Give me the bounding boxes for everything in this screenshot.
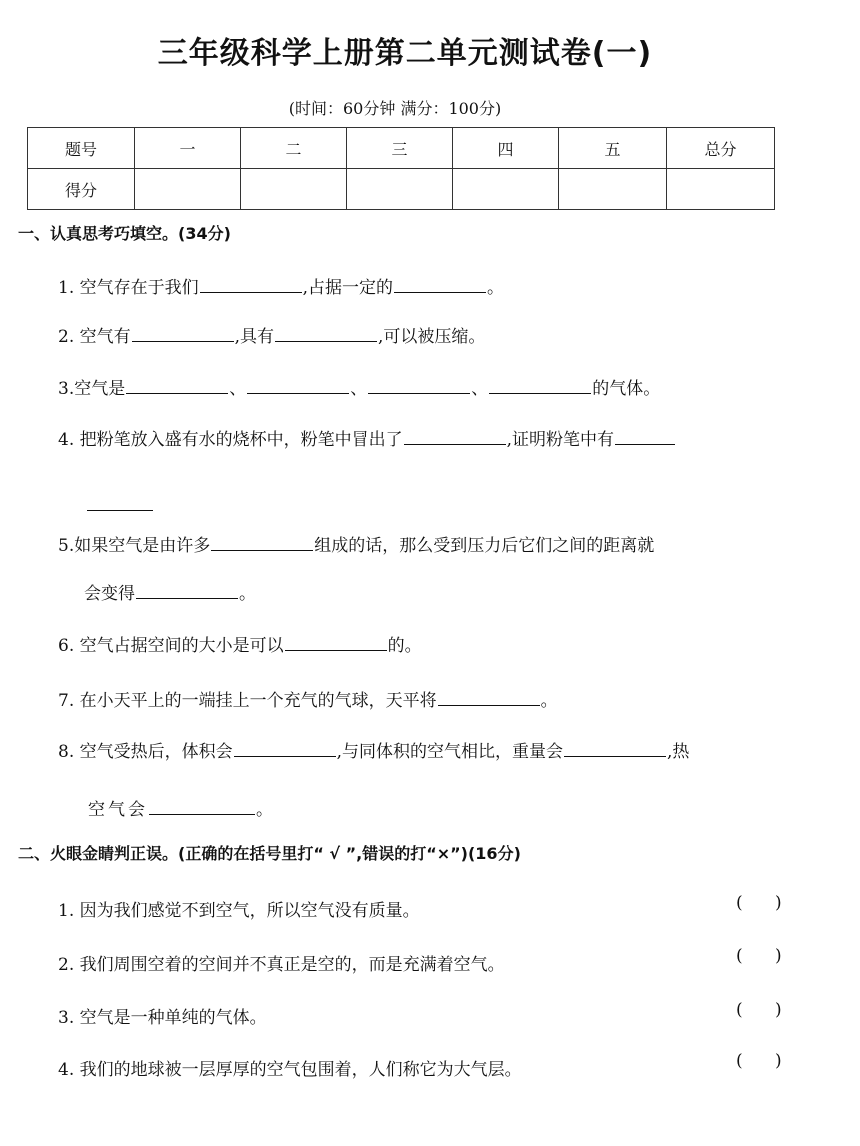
- question-text: ,热: [667, 742, 690, 762]
- answer-blank: [394, 276, 486, 293]
- question-text: ,占据一定的: [302, 278, 394, 298]
- score-table-cell: 题号: [28, 128, 135, 169]
- answer-blank: [368, 377, 470, 394]
- answer-blank: [234, 740, 336, 757]
- question-text: ,具有: [234, 327, 275, 347]
- answer-parentheses: ( ): [736, 893, 782, 913]
- question-text: ,证明粉笔中有: [506, 430, 615, 450]
- question-text: 2. 空气有: [58, 327, 131, 347]
- answer-blank: [438, 689, 540, 706]
- score-table-cell: 总分: [667, 128, 775, 169]
- score-table-cell: 二: [241, 128, 347, 169]
- answer-parentheses: ( ): [736, 946, 782, 966]
- question-text: 8. 空气受热后，体积会: [58, 742, 233, 762]
- question-text: 。: [487, 278, 505, 298]
- answer-blank: [285, 634, 387, 651]
- score-table-cell: [347, 169, 453, 210]
- question-text: ,可以被压缩。: [378, 327, 486, 347]
- question-8: [58, 737, 689, 762]
- question-text: 5.如果空气是由许多: [58, 536, 211, 556]
- score-table-cell: 得分: [28, 169, 135, 210]
- score-table-cell: [135, 169, 241, 210]
- question-8-continuation: [88, 795, 276, 820]
- section-1-heading: 一、认真思考巧填空。(34分): [18, 224, 231, 243]
- question-text: 4. 把粉笔放入盛有水的烧杯中，粉笔中冒出了: [58, 430, 403, 450]
- question-1: [58, 273, 504, 298]
- answer-blank: [87, 494, 153, 511]
- question-text: 、: [471, 379, 489, 399]
- judgment-item-4: 4. 我们的地球被一层厚厚的空气包围着，人们称它为大气层。: [58, 1060, 522, 1080]
- section-2-heading: 二、火眼金睛判正误。(正确的在括号里打“ √ ”,错误的打“×”)(16分): [18, 844, 521, 863]
- answer-blank: [404, 428, 506, 445]
- score-table-cell: [667, 169, 775, 210]
- question-4-continuation: [86, 494, 154, 516]
- question-5: [58, 531, 654, 556]
- answer-blank: [564, 740, 666, 757]
- question-3: [58, 374, 660, 399]
- question-4: [58, 425, 676, 450]
- score-table: [27, 127, 775, 210]
- question-2: [58, 322, 485, 347]
- question-text: 7. 在小天平上的一端挂上一个充气的气球，天平将: [58, 691, 437, 711]
- answer-blank: [489, 377, 591, 394]
- score-table-header-row: [28, 128, 775, 169]
- answer-blank: [126, 377, 228, 394]
- answer-parentheses: ( ): [736, 1051, 782, 1071]
- question-text: 6. 空气占据空间的大小是可以: [58, 636, 284, 656]
- score-table-cell: [559, 169, 667, 210]
- answer-blank: [200, 276, 302, 293]
- question-text: 会变得: [84, 584, 135, 604]
- question-7: [58, 686, 558, 711]
- judgment-item-3: 3. 空气是一种单纯的气体。: [58, 1008, 267, 1028]
- question-text: 的气体。: [592, 379, 661, 399]
- score-table-score-row: [28, 169, 775, 210]
- score-table-cell: [241, 169, 347, 210]
- answer-blank: [132, 325, 234, 342]
- question-text: 组成的话，那么受到压力后它们之间的距离就: [314, 536, 655, 556]
- score-table-cell: 四: [453, 128, 559, 169]
- answer-blank: [136, 582, 238, 599]
- judgment-item-2: 2. 我们周围空着的空间并不真正是空的，而是充满着空气。: [58, 955, 505, 975]
- question-text: 、: [229, 379, 247, 399]
- score-table-cell: 五: [559, 128, 667, 169]
- answer-parentheses: ( ): [736, 1000, 782, 1020]
- answer-blank: [247, 377, 349, 394]
- question-text: 、: [350, 379, 368, 399]
- score-table-cell: [453, 169, 559, 210]
- answer-blank: [149, 798, 255, 815]
- question-text: 的。: [387, 636, 422, 656]
- question-text: 。: [239, 584, 256, 604]
- question-text: 。: [256, 800, 276, 820]
- question-5-continuation: [84, 579, 256, 604]
- exam-info: (时间：60分钟 满分：100分): [288, 99, 502, 118]
- question-text: ,与同体积的空气相比，重量会: [336, 742, 564, 762]
- page-title: 三年级科学上册第二单元测试卷(一): [157, 36, 653, 71]
- score-table-cell: 一: [135, 128, 241, 169]
- question-text: 3.空气是: [58, 379, 126, 399]
- answer-blank: [275, 325, 377, 342]
- question-text: 空气会: [88, 800, 148, 820]
- question-text: 。: [540, 691, 558, 711]
- judgment-item-1: 1. 因为我们感觉不到空气，所以空气没有质量。: [58, 901, 420, 921]
- question-text: 1. 空气存在于我们: [58, 278, 199, 298]
- score-table-cell: 三: [347, 128, 453, 169]
- question-6: [58, 631, 422, 656]
- answer-blank: [615, 428, 675, 445]
- answer-blank: [211, 534, 313, 551]
